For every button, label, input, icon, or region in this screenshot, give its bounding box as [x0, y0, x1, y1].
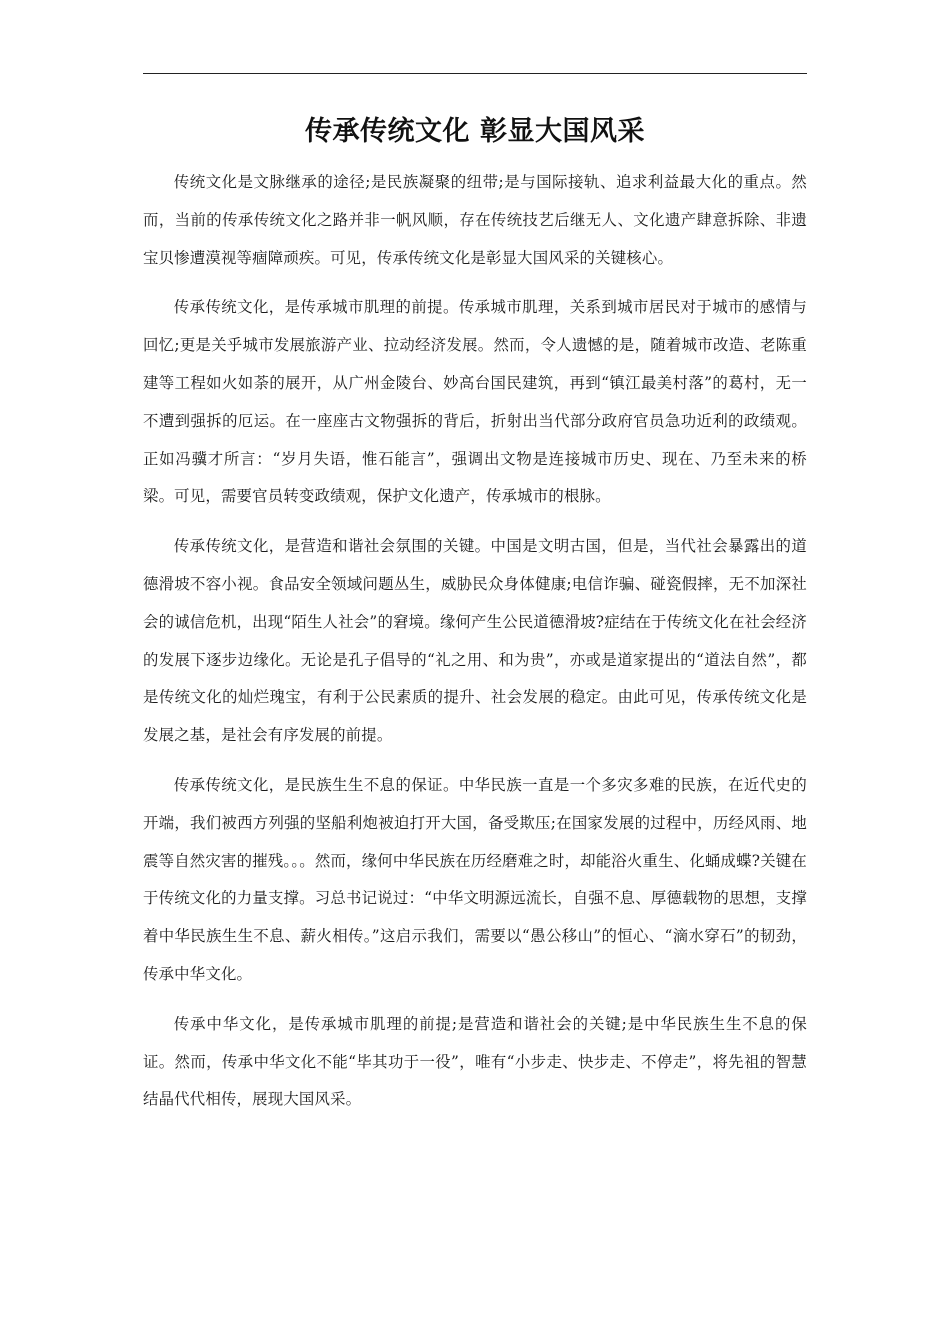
paragraph-2: 传承传统文化，是传承城市肌理的前提。传承城市肌理，关系到城市居民对于城市的感情与回忆;更是关乎城市发展旅游产业、拉动经济发展。然而，令人遗憾的是，随着城市改造、老陈重建等工程如火如荼的展开，从广州金陵台、妙高台国民建筑，再到“镇江最美村落”的葛村，无一不遭到强拆的厄运。在一座座古文物强拆的背后，折射出当代部分政府官员急功近利的政绩观。正如冯骥才所言：“岁月失语，惟石能言”，强调出文物是连接城市历史、现在、乃至未来的桥梁。可见，需要官员转变政绩观，保护文化遗产，传承城市的根脉。: [143, 298, 807, 506]
paragraph-5: 传承中华文化，是传承城市肌理的前提;是营造和谐社会的关键;是中华民族生生不息的保证。然而，传承中华文化不能“毕其功于一役”，唯有“小步走、快步走、不停走”，将先祖的智慧结晶代代相传，展现大国风采。: [143, 1014, 807, 1109]
paragraph-4: 传承传统文化，是民族生生不息的保证。中华民族一直是一个多灾多难的民族，在近代史的开端，我们被西方列强的坚船利炮被迫打开大国，备受欺压;在国家发展的过程中，历经风雨、地震等自然灾害的摧残。。。然而，缘何中华民族在历经磨难之时，却能浴火重生、化蛹成蝶?关键在于传统文化的力量支撑。习总书记说过：“中华文明源远流长，自强不息、厚德载物的思想，支撑着中华民族生生不息、薪火相传。”这启示我们，需要以“愚公移山”的恒心、“滴水穿石”的韧劲，传承中华文化。: [143, 775, 807, 983]
paragraph-1: 传统文化是文脉继承的途径;是民族凝聚的纽带;是与国际接轨、追求利益最大化的重点。然而，当前的传承传统文化之路并非一帆风顺，存在传统技艺后继无人、文化遗产肆意拆除、非遗宝贝惨遭漠视等痼障顽疾。可见，传承传统文化是彰显大国风采的关键核心。: [143, 173, 807, 267]
paragraph-3: 传承传统文化，是营造和谐社会氛围的关键。中国是文明古国，但是，当代社会暴露出的道德滑坡不容小视。食品安全领域问题丛生，威胁民众身体健康;电信诈骗、碰瓷假摔，无不加深社会的诚信危机，出现“陌生人社会”的窘境。缘何产生公民道德滑坡?症结在于传统文化在社会经济的发展下逐步边缘化。无论是孔子倡导的“礼之用、和为贵”，亦或是道家提出的“道法自然”，都是传统文化的灿烂瑰宝，有利于公民素质的提升、社会发展的稳定。由此可见，传承传统文化是发展之基，是社会有序发展的前提。: [143, 537, 807, 745]
header-rule: [143, 73, 807, 74]
document-title: 传承传统文化 彰显大国风采: [305, 116, 645, 147]
document-body: [143, 164, 807, 1131]
